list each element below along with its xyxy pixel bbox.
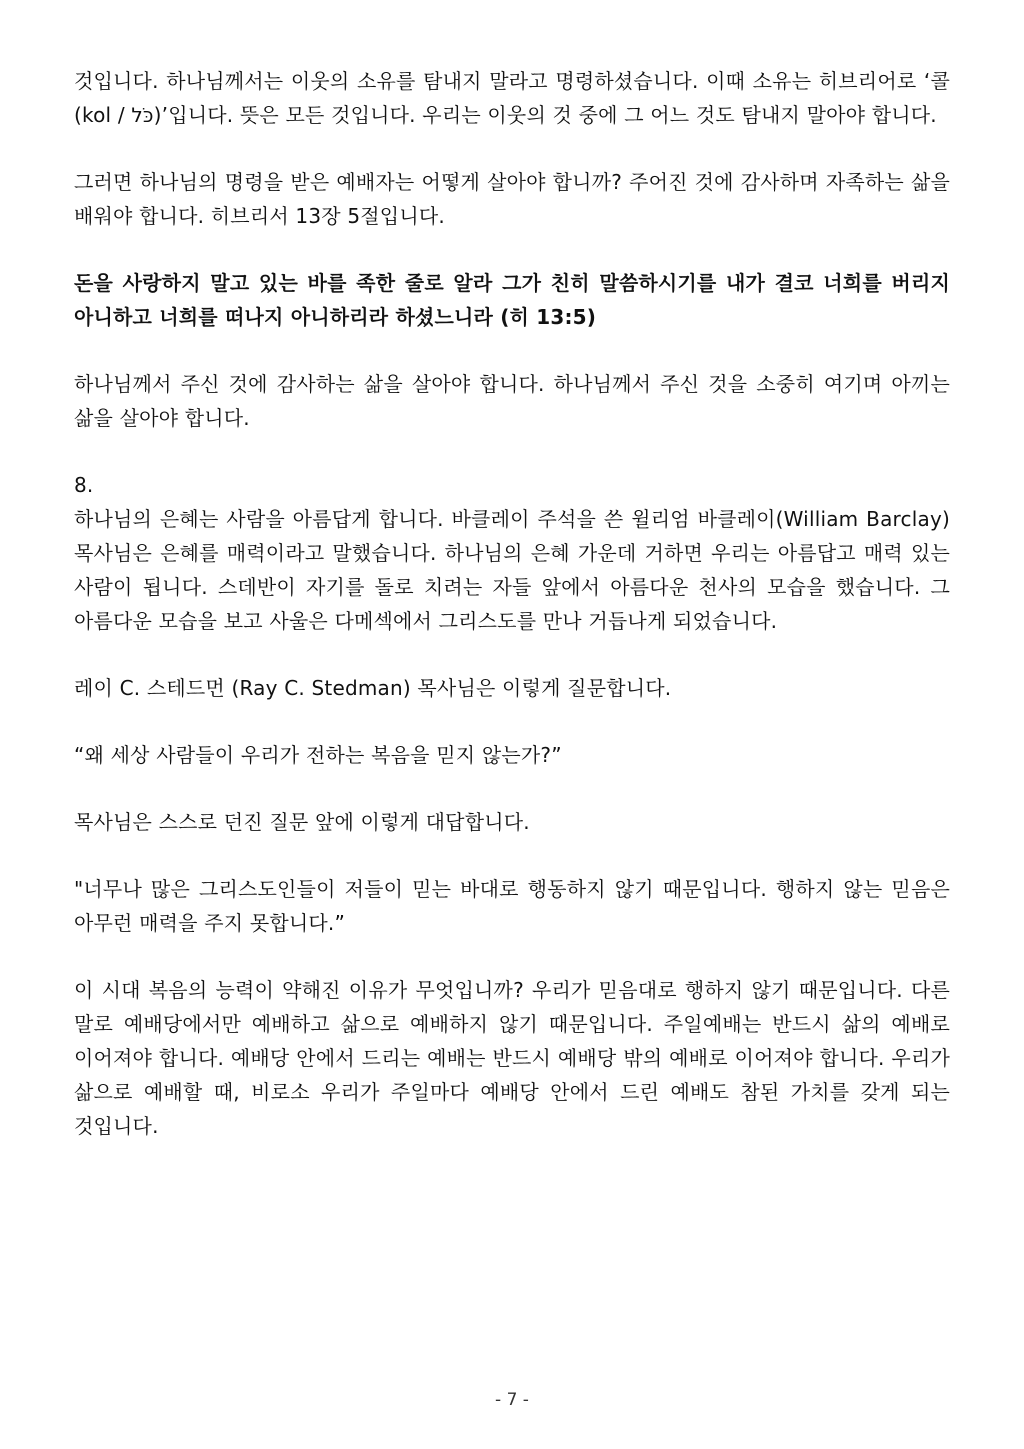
paragraph-contentment: 그러면 하나님의 명령을 받은 예배자는 어떻게 살아야 합니까? 주어진 것에 감사하며 자족하는 삶을 배워야 합니다. 히브리서 13장 5절입니다. — [74, 170, 950, 228]
section-number: 8. — [74, 473, 94, 497]
quote-stedman-question: “왜 세상 사람들이 우리가 전하는 복음을 믿지 않는가?” — [74, 743, 562, 767]
scripture-hebrews-13-5: 돈을 사랑하지 말고 있는 바를 족한 줄로 알라 그가 친히 말씀하시기를 내가 결코 너희를 버리지 아니하고 너희를 떠나지 아니하리라 하셨느니라 (히 13:5) — [74, 271, 950, 329]
paragraph-grace-beauty: 하나님의 은혜는 사람을 아름답게 합니다. 바클레이 주석을 쓴 윌리엄 바클레이(William Barclay)목사님은 은혜를 매력이라고 말했습니다. 하나님의 은혜 가운데 거하면 우리는 아름답고 매력 있는 사람이 됩니다. 스데반이 자기를 돌로 치려는 자들 앞에서 아름다운 천사의 모습을 했습니다. 그 아름다운 모습을 보고 사울은 다메섹에서 그리스도를 만나 거듭나게 되었습니다. — [74, 507, 950, 633]
paragraph-worship-life: 이 시대 복음의 능력이 약해진 이유가 무엇입니까? 우리가 믿음대로 행하지 않기 때문입니다. 다른 말로 예배당에서만 예배하고 삶으로 예배하지 않기 때문입니다. 주일예배는 반드시 삶의 예배로 이어져야 합니다. 예배당 안에서 드리는 예배는 반드시 예배당 밖의 예배로 이어져야 합니다. 우리가 삶으로 예배할 때, 비로소 우리가 주일마다 예배당 안에서 드린 예배도 참된 가치를 갖게 되는 것입니다. — [74, 978, 950, 1138]
quote-stedman-answer: "너무나 많은 그리스도인들이 저들이 믿는 바대로 행동하지 않기 때문입니다. 행하지 않는 믿음은 아무런 매력을 주지 못합니다.” — [74, 877, 950, 935]
paragraph-coveting-kol: 것입니다. 하나님께서는 이웃의 소유를 탐내지 말라고 명령하셨습니다. 이때 소유는 히브리어로 ‘콜(kol / כֹּל)’입니다. 뜻은 모든 것입니다. 우리는 이웃의 것 중에 그 어느 것도 탐내지 말아야 합니다. — [74, 69, 950, 127]
page-number: - 7 - — [495, 1390, 529, 1410]
document-body — [74, 64, 950, 1176]
paragraph-stedman-answer-intro: 목사님은 스스로 던진 질문 앞에 이렇게 대답합니다. — [74, 810, 530, 834]
paragraph-thankful-life: 하나님께서 주신 것에 감사하는 삶을 살아야 합니다. 하나님께서 주신 것을 소중히 여기며 아끼는 삶을 살아야 합니다. — [74, 372, 950, 430]
paragraph-stedman-question-intro: 레이 C. 스테드먼 (Ray C. Stedman) 목사님은 이렇게 질문합니다. — [74, 676, 672, 700]
